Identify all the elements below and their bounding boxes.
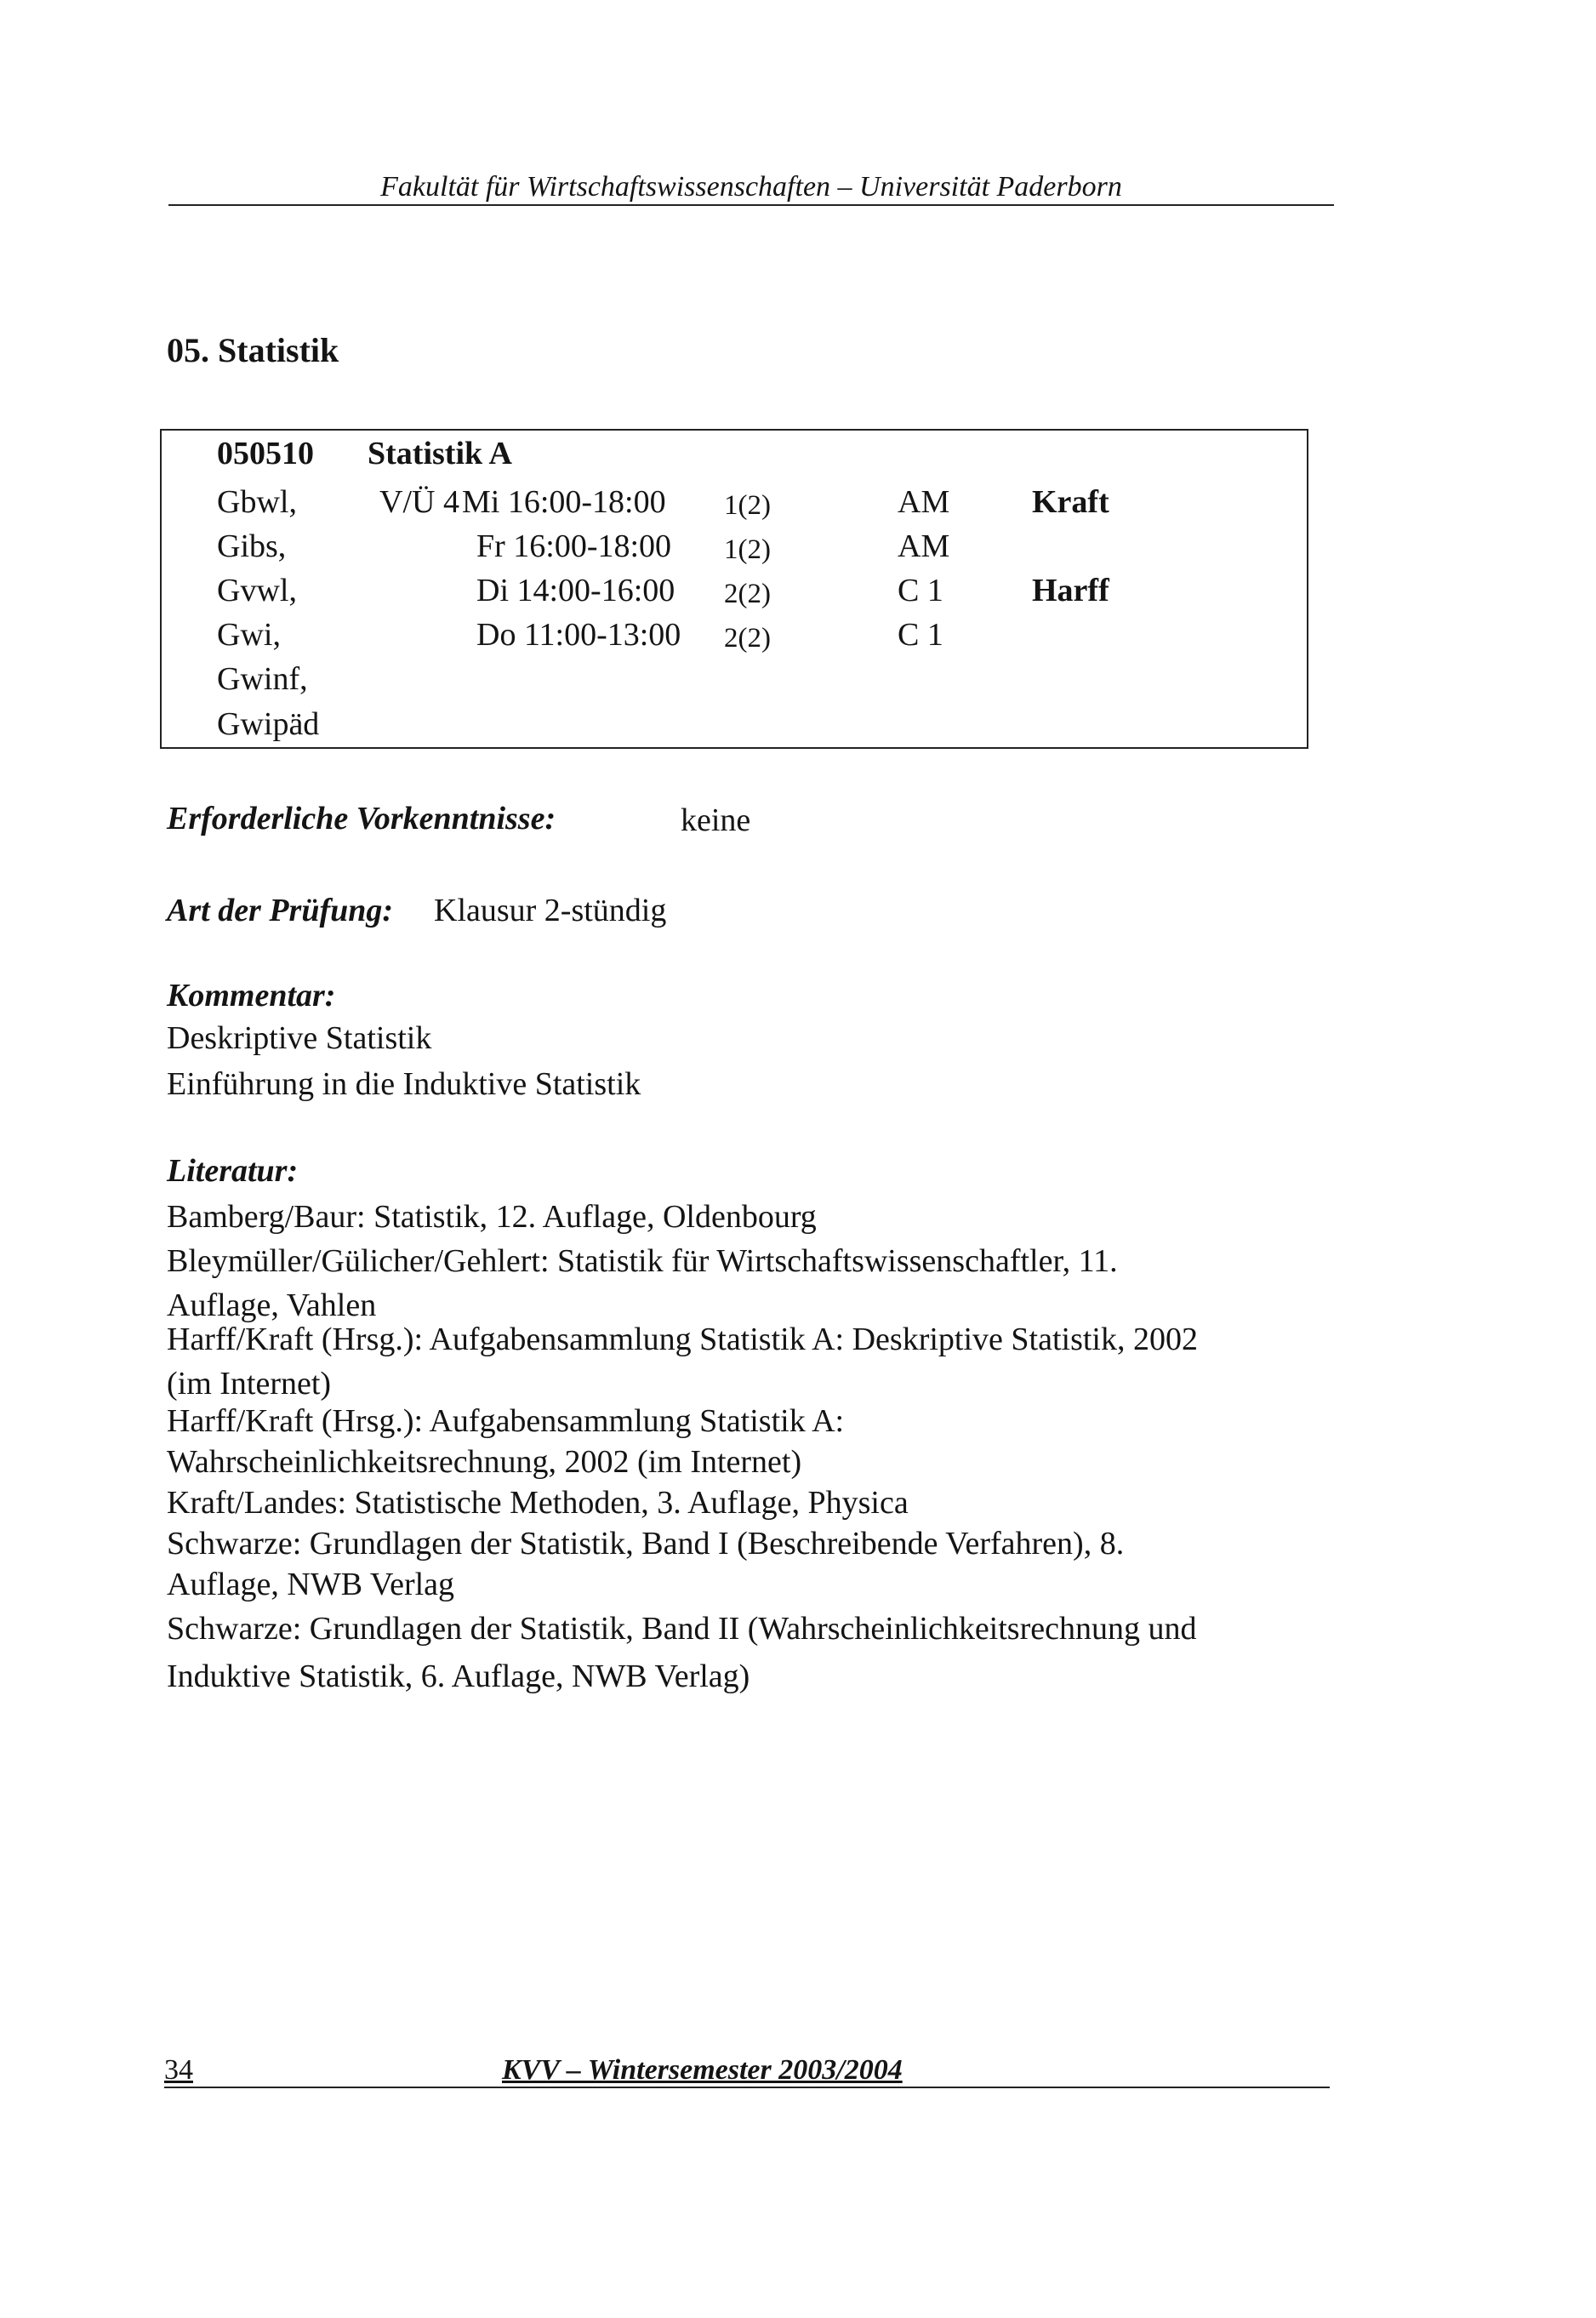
literature-line: Schwarze: Grundlagen der Statistik, Band II (Wahrscheinlichkeitsrechnung und	[167, 1611, 1197, 1647]
comment-label: Kommentar:	[167, 978, 336, 1013]
footer-rule	[164, 2087, 1330, 2088]
course-type: V/Ü 4	[379, 484, 459, 520]
session-time: Di 14:00-16:00	[476, 573, 675, 608]
session-group: 2(2)	[724, 579, 771, 609]
session-room: C 1	[898, 573, 943, 608]
session-group: 2(2)	[724, 623, 771, 654]
course-title: Statistik A	[368, 436, 512, 471]
literature-line: Schwarze: Grundlagen der Statistik, Band I (Beschreibende Verfahren), 8.	[167, 1526, 1125, 1562]
session-group: 1(2)	[724, 534, 771, 565]
program-list-item: Gibs,	[217, 528, 287, 564]
program-list-item: Gwi,	[217, 617, 281, 653]
literature-line: Harff/Kraft (Hrsg.): Aufgabensammlung Statistik A:	[167, 1403, 845, 1439]
prerequisites-value: keine	[681, 802, 751, 838]
header-rule	[168, 204, 1334, 206]
footer-title: KVV – Wintersemester 2003/2004	[502, 2054, 903, 2086]
literature-line: (im Internet)	[167, 1366, 332, 1402]
comment-line: Deskriptive Statistik	[167, 1020, 432, 1056]
course-number: 050510	[217, 436, 314, 471]
literature-label: Literatur:	[167, 1153, 299, 1189]
literature-line: Induktive Statistik, 6. Auflage, NWB Verlag)	[167, 1659, 750, 1694]
prerequisites-label: Erforderliche Vorkenntnisse:	[167, 801, 556, 836]
page-header: Fakultät für Wirtschaftswissenschaften – Universität Paderborn	[380, 171, 1122, 203]
session-lecturer: Kraft	[1032, 484, 1109, 520]
session-room: C 1	[898, 617, 943, 653]
session-room: AM	[898, 528, 950, 564]
page-number: 34	[164, 2054, 193, 2086]
literature-line: Wahrscheinlichkeitsrechnung, 2002 (im Internet)	[167, 1444, 802, 1480]
session-time: Mi 16:00-18:00	[462, 484, 666, 520]
program-list-item: Gvwl,	[217, 573, 297, 608]
literature-line: Auflage, Vahlen	[167, 1287, 377, 1323]
literature-line: Auflage, NWB Verlag	[167, 1567, 455, 1602]
session-group: 1(2)	[724, 490, 771, 521]
exam-value: Klausur 2-stündig	[434, 893, 667, 928]
session-lecturer: Harff	[1032, 573, 1109, 608]
session-time: Do 11:00-13:00	[476, 617, 681, 653]
session-time: Fr 16:00-18:00	[476, 528, 672, 564]
literature-line: Bleymüller/Gülicher/Gehlert: Statistik für Wirtschaftswissenschaftler, 11.	[167, 1243, 1118, 1279]
program-list-item: Gbwl,	[217, 484, 297, 520]
program-list-item: Gwinf,	[217, 661, 308, 697]
program-list-item: Gwipäd	[217, 706, 320, 742]
exam-label: Art der Prüfung:	[167, 893, 394, 928]
literature-line: Kraft/Landes: Statistische Methoden, 3. Auflage, Physica	[167, 1485, 909, 1521]
session-room: AM	[898, 484, 950, 520]
literature-line: Bamberg/Baur: Statistik, 12. Auflage, Oldenbourg	[167, 1199, 817, 1235]
comment-line: Einführung in die Induktive Statistik	[167, 1066, 641, 1102]
section-title: 05. Statistik	[167, 331, 339, 369]
literature-line: Harff/Kraft (Hrsg.): Aufgabensammlung Statistik A: Deskriptive Statistik, 2002	[167, 1322, 1198, 1357]
